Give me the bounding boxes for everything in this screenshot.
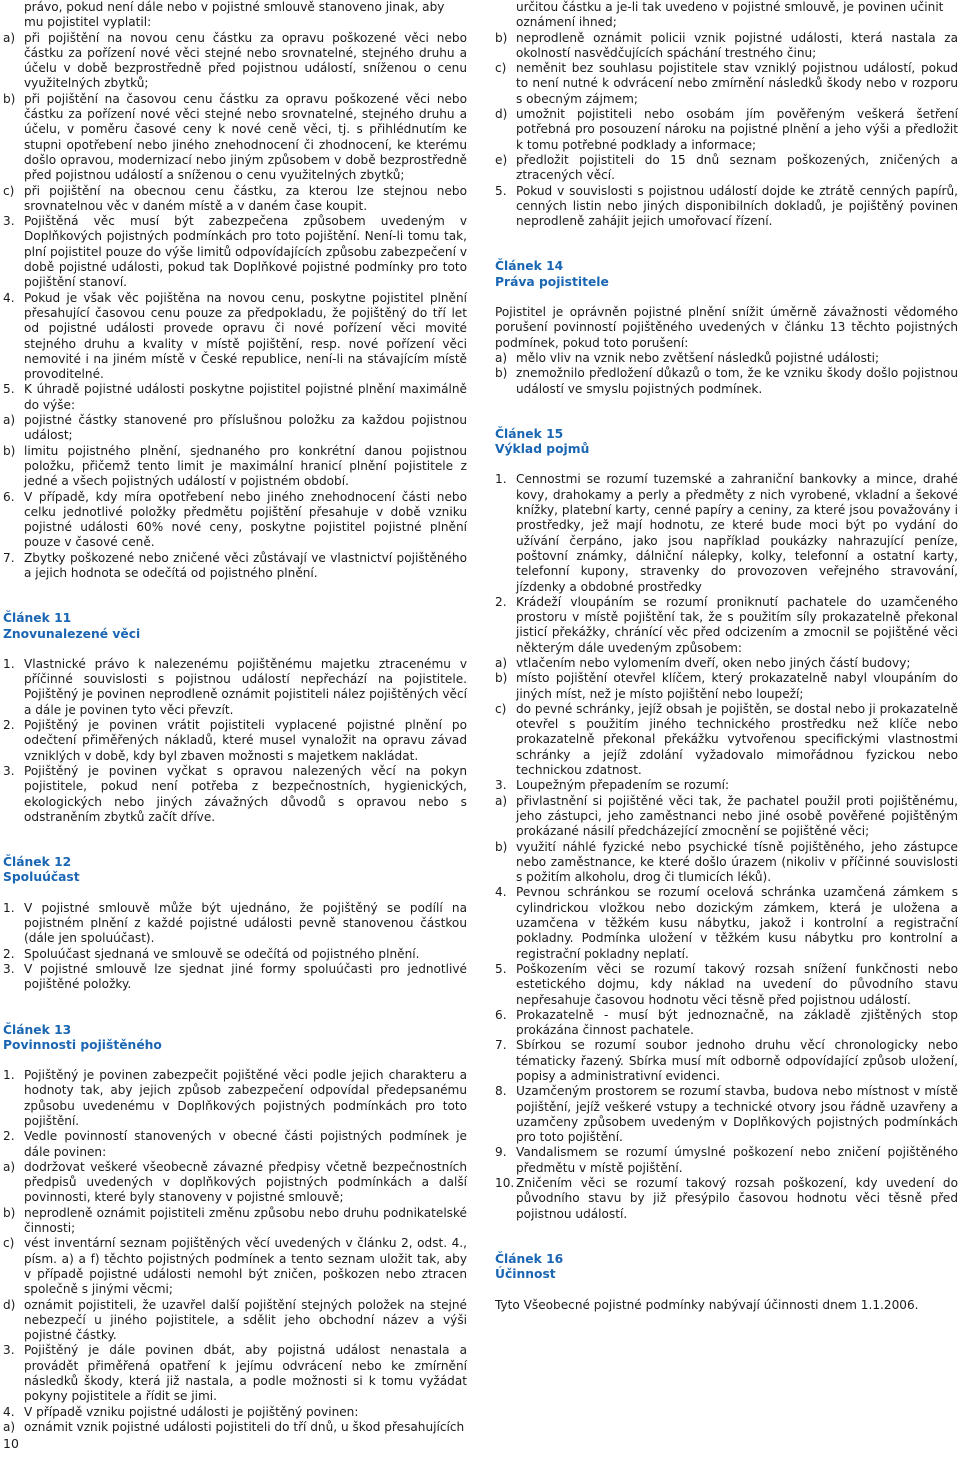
list-item [495,153,958,184]
article-13-items [3,1068,467,1435]
item-marker: a) [3,1159,16,1174]
item-marker: 2. [3,946,15,961]
list-item [3,92,467,184]
list-item [3,962,467,993]
item-text: Loupežným přepadením se rozumí: [516,778,730,793]
item-marker: b) [3,91,16,106]
list-item [3,490,467,551]
item-marker: a) [495,655,508,670]
left-intro-section [3,0,467,581]
item-text: Pokud je však věc pojištěna na novou cenu, poskytne pojistitel plnění přesahující časovou cenu pouze za předpokladu, že pojištěný do tří let od pojistné události provede opravu či nové pořízení věci movité stejného druhu a kvality v místě pojištění, resp. nové pořízení věci nemovité i na jiném místě v České republice, není-li na stávajícím místě provoditelné. [24,290,467,382]
list-item [3,382,467,413]
article-16-text: Tyto Všeobecné pojistné podmínky nabývají účinnosti dnem 1.1.2006. [495,1297,919,1312]
item-text: Krádeží vloupáním se rozumí proniknutí pachatele do uzamčeného prostoru v místě pojištění tak, že s použitím síly prokazatelně překonal jisticí překážky, chránící věc před odcizením a zmocnil se pojištěné věci některým dále uvedeným způsobem: [516,594,958,655]
list-item [495,656,958,671]
left-column [3,0,467,1435]
article-12-title: Článek 12 [3,855,72,870]
item-text: Zbytky poškozené nebo zničené věci zůstávají ve vlastnictví pojištěného a jejich hodnota se odečítá od pojistného plnění. [24,550,467,580]
list-item [495,671,958,702]
item-marker: a) [495,793,508,808]
item-marker: 5. [3,382,15,397]
list-item [495,31,958,62]
list-item [495,702,958,778]
item-text: oznámit pojistiteli, že uzavřel další pojištění stejných položek na stejné nebezpečí u jiného pojistitele, a sdělit jeho obchodní název a výši pojistné částky. [24,1297,467,1343]
list-item [3,1298,467,1344]
article-15-items [495,472,958,1222]
continued-text: určitou částku a je-li tak uvedeno v pojistné smlouvě, je povinen učinit oznámení ihned; [516,0,944,30]
item-marker: 8. [495,1084,507,1099]
item-marker: a) [3,413,16,428]
list-item [495,366,958,397]
article-13-subtitle: Povinnosti pojištěného [3,1037,162,1052]
item-marker: 1. [3,656,15,671]
article-14-subtitle: Práva pojistitele [495,274,609,289]
item-text: vést inventární seznam pojištěných věcí uvedených v článku 2, odst. 4., písm. a) a f) těchto pojistných podmínek a tento seznam uložit tak, aby v případě pojistné události nemohl být zničen, poškozen nebo ztracen společně s jinými věcmi; [24,1236,467,1297]
item-marker: c) [495,61,507,76]
item-text: V pojistné smlouvě lze sjednat jiné formy spoluúčasti pro jednotlivé pojištěné položky. [24,961,467,992]
item-marker: a) [3,1419,16,1434]
item-text: dodržovat veškeré všeobecně závazné předpisy včetně bezpečnostních předpisů uvedených v doplňkových pojistných podmínkách a další povinnosti, které byly stanoveny v pojistné smlouvě; [24,1159,467,1205]
item-text: K úhradě pojistné události poskytne pojistitel pojistné plnění maximálně do výše: [24,382,467,412]
list-item [3,1343,467,1404]
item-marker: d) [3,1297,16,1312]
item-marker: b) [495,839,508,854]
list-item [3,718,467,764]
article-16-subtitle: Účinnost [495,1267,556,1282]
item-marker: 2. [3,718,15,733]
list-item [495,794,958,840]
item-text: V případě vzniku pojistné události je pojištěný povinen: [24,1404,359,1419]
item-text: při pojištění na novou cenu částku za opravu poškozené věci nebo částku za pořízení nové věci stejné nebo srovnatelné, stejného druhu a účelu v době bezprostředně před pojistnou událostí, sníženou o cenu využitelných zbytků; [24,30,467,91]
item-marker: c) [495,701,507,716]
item-marker: b) [3,443,16,458]
list-item [495,1176,958,1222]
item-marker: 1. [3,1068,15,1083]
article-11-title: Článek 11 [3,611,72,626]
list-item [3,901,467,947]
list-item [3,947,467,962]
item-text: Uzamčeným prostorem se rozumí stavba, budova nebo místnost v místě pojištění, jejíž veškeré vstupy a technické otvory jsou řádně uzavřeny a uzamčeny způsobem uvedeným v Doplňkových pojistných podmínkách pro toto pojištění. [516,1084,958,1145]
item-text: V případě, kdy míra opotřebení nebo jiného znehodnocení části nebo celku jednotlivé položky předmětu pojištění přesahuje v době vzniku pojistné události 60% nové ceny, poskytne pojistitel pojistné plnění pouze v časové ceně. [24,489,467,550]
list-item [495,351,958,366]
article-12-items [3,901,467,993]
list-item [3,184,467,215]
item-marker: b) [495,30,508,45]
item-text: neměnit bez souhlasu pojistitele stav vzniklý pojistnou událostí, pokud to není nutné k odvrácení nebo zmírnění následků škody nebo v rozporu s obecným zájmem; [516,61,958,106]
item-text: Pevnou schránkou se rozumí ocelová schránka uzamčená zámkem s cylindrickou vložkou nebo dozickým zámkem, která je uložena a uzamčena v těžkém kusu nábytku, jakož i kontrolní a registrační pokladny. Podmínka uložení v těžkém kusu nábytku pro kontrolní a registrační pokladny neplatí. [516,885,958,961]
item-marker: 3. [3,961,15,976]
list-item [495,1084,958,1145]
list-item [3,31,467,92]
item-text: Sbírkou se rozumí soubor jednoho druhu věcí chronologicky nebo tématicky řazený. Sbírka musí mít odborně odpovídající způsob uložení, popisy a administrativní evidenci. [516,1038,958,1083]
item-text: neprodleně oznámit policii vznik pojistné události, která nastala za okolností nasvědčujících spáchání trestného činu; [516,30,958,60]
list-item [3,1160,467,1206]
list-item [3,1236,467,1297]
list-item [495,1038,958,1084]
item-marker: b) [495,671,508,686]
list-item [3,1420,467,1435]
article-15-title: Článek 15 [495,426,564,441]
item-marker: c) [3,1236,15,1251]
article-16-title: Článek 16 [495,1251,564,1266]
item-text: Vedle povinností stanovených v obecné části pojistných podmínek je dále povinen: [24,1129,467,1159]
item-text: Prokazatelně - musí být jednoznačně, na základě zjištěných stop prokázána činnost pachatele. [516,1007,958,1038]
item-text: umožnit pojistiteli nebo osobám jím pověřeným veškerá šetření potřebná pro posouzení nároku na pojistné plnění a jeho výši a předložit k tomu potřebné podklady a informace; [516,107,958,152]
item-marker: 4. [3,290,15,305]
item-text: oznámit vznik pojistné události pojistiteli do tří dnů, u škod přesahujících [24,1419,465,1434]
list-item [495,885,958,961]
item-text: Pojištěný je povinen vyčkat s opravou nalezených věcí na pokyn pojistitele, pokud není potřeba z bezpečnostních, hygienických, ekologických nebo jiných závažných důvodů s opravou nebo s odstraněním zbytků začít dříve. [24,763,467,824]
item-marker: 3. [3,1343,15,1358]
item-text: Vandalismem se rozumí úmyslné poškození nebo zničení pojištěného předmětu v místě pojištění. [516,1145,958,1175]
article-15-subtitle: Výklad pojmů [495,442,590,457]
list-item [3,551,467,582]
list-item [3,1405,467,1420]
item-text: mělo vliv na vznik nebo zvětšení následků pojistné události; [516,350,880,365]
item-text: Pojištěný je povinen vrátit pojistiteli vyplacené pojistné plnění po odečtení přiměřených nákladů, které musel vynaložit na opravu závad vzniklých v době, kdy byl zbaven možnosti s majetkem nakládat. [24,718,467,763]
continued-text: právo, pokud není dále nebo v pojistné smlouvě stanoveno jinak, aby mu pojistitel vyplatil: [24,0,445,30]
list-item [3,444,467,490]
list-item [495,184,958,230]
item-text: znemožnilo předložení důkazů o tom, že ke vzniku škody došlo pojistnou událostí ve smyslu pojistných podmínek. [516,366,958,396]
list-item [495,778,958,793]
item-text: Vlastnické právo k nalezenému pojištěnému majetku ztracenému v příčinné souvislosti s pojistnou událostí nepřechází na pojistitele. Pojištěný je povinen neprodleně oznámit pojistiteli nález pojištěných věcí a dále je povinen tyto věci převzít. [24,656,467,717]
right-column [495,0,958,1313]
list-item [495,595,958,656]
item-text: Pojištěný je povinen zabezpečit pojištěné věci podle jejich charakteru a hodnoty tak, aby jejich způsob zabezpečení odpovídal předepsanému způsobu uvedenému v Doplňkových pojistných podmínkách pro toto pojištění. [24,1068,467,1128]
item-text: předložit pojistiteli do 15 dnů seznam poškozených, zničených a ztracených věcí. [516,152,958,183]
list-item [495,1145,958,1176]
article-13-title: Článek 13 [3,1022,72,1037]
article-11-items [3,657,467,825]
item-text: Spoluúčast sjednaná ve smlouvě se odečítá od pojistného plnění. [24,946,420,961]
item-text: V pojistné smlouvě může být ujednáno, že pojištěný se podílí na pojistném plnění z každé pojistné události pevně stanovenou částkou (dále jen spoluúčast). [24,900,467,946]
item-text: pojistné částky stanovené pro příslušnou položku za každou pojistnou událost; [24,413,467,443]
list-item [3,214,467,290]
item-text: Pojištěný je dále povinen dbát, aby pojistná událost nenastala a provádět přiměřená opatření k jejímu odvrácení nebo ke zmírnění následků škody, která již nastala, a podle možnosti si k tomu vyžádat pokyny pojistitele a řídit se jimi. [24,1343,467,1404]
list-item [3,1129,467,1160]
item-marker: 3. [3,763,15,778]
item-marker: 3. [3,214,15,229]
article-14-items [495,351,958,397]
item-text: vtlačením nebo vylomením dveří, oken nebo jiných částí budovy; [516,655,911,670]
list-item [495,840,958,886]
item-marker: d) [495,107,508,122]
item-marker: 4. [3,1404,15,1419]
article-14-title: Článek 14 [495,259,564,274]
item-marker: 6. [495,1007,507,1022]
item-marker: 6. [3,489,15,504]
article-14-intro: Pojistitel je oprávněn pojistné plnění snížit úměrně závažnosti vědomého porušení povinností pojištěného uvedených v článku 13 těchto pojistných podmínek, pokud toto porušení: [495,305,958,350]
list-item [495,962,958,1008]
item-text: Cennostmi se rozumí tuzemské a zahraniční bankovky a mince, drahé kovy, drahokamy a perly a předměty z nich vyrobené, vkladní a šekové knížky, platební karty, cenné papíry a ceniny, za které jsou považovány i prostředky, jež mají hodnotu, ze které bude moci být po vydání do užívání čerpáno, jako jsou například poukázky nahrazující peníze, poštovní známky, dálniční nálepky, kolky, telefonní a ostatní karty, telefonní kupony, stravenky do provozoven veřejného stravování, jízdenky a obdobné prostředky [516,472,958,594]
item-text: Zničením věci se rozumí takový rozsah poškození, kdy uvedení do původního stavu by již přesýpilo časovou hodnotu věci těsně před pojistnou událostí. [516,1176,958,1221]
item-marker: e) [495,152,508,167]
item-text: Pokud v souvislosti s pojistnou událostí dojde ke ztrátě cenných papírů, cenných listin nebo jiných disponibilních dokladů, je pojištěný povinen neprodleně zahájit jejich umořovací řízení. [516,183,958,229]
item-text: Pojištěná věc musí být zabezpečena způsobem uvedeným v Doplňkových pojistných podmínkách pro toto pojištění. Není-li tomu tak, plní pojistitel pouze do výše limitů odpovídajících způsobu zabezpečení v době pojistné události, pokud tak Doplňkové pojistné podmínky pro toto pojištění stanoví. [24,214,467,290]
item-text: Poškozením věci se rozumí takový rozsah snížení funkčnosti nebo estetického dojmu, kdy náklad na uvedení do původního stavu nepřesahuje časovou hodnotu věci těsně před pojistnou událostí. [516,961,958,1007]
list-item [495,472,958,594]
item-marker: 2. [3,1129,15,1144]
item-text: limitu pojistného plnění, sjednaného pro konkrétní danou pojistnou položku, přičemž tento limit je maximální hranicí plnění pojistitele z jedné a všech pojistných událostí v pojistném období. [24,443,467,489]
item-text: při pojištění na obecnou cenu částku, za kterou lze stejnou nebo srovnatelnou věc v daném místě a v daném čase koupit. [24,183,467,213]
list-item [495,107,958,153]
list-item [3,1068,467,1129]
item-marker: 4. [495,885,507,900]
item-marker: 5. [495,961,507,976]
item-marker: 5. [495,183,507,198]
item-text: přivlastnění si pojištěné věci tak, že pachatel použil proti pojištěnému, jeho zástupci, jeho zaměstnanci nebo jiné osobě pověřené pojištěným prokázané násilí předcházející zmocnění se pojištěné věci; [516,793,958,839]
right-intro-section [495,0,958,229]
item-marker: 1. [3,900,15,915]
item-marker: b) [3,1205,16,1220]
list-item [3,291,467,383]
item-marker: 7. [3,550,15,565]
item-marker: 2. [495,594,507,609]
list-item [3,413,467,444]
list-item [495,1008,958,1039]
list-item [3,764,467,825]
item-marker: 1. [495,472,507,487]
article-12-subtitle: Spoluúčast [3,870,80,885]
item-marker: b) [495,366,508,381]
item-marker: 7. [495,1038,507,1053]
page-number: 10 [3,1436,19,1451]
item-marker: a) [3,30,16,45]
item-text: místo pojištění otevřel klíčem, který prokazatelně nabyl vloupáním do jiných míst, než je místo pojištění nebo loupeží; [516,671,958,701]
list-item [495,61,958,107]
item-marker: 10. [495,1176,515,1191]
item-marker: 3. [495,778,507,793]
item-text: do pevné schránky, jejíž obsah je pojištěn, se dostal nebo ji prokazatelně otevřel s použitím jiného technického prostředku než klíče nebo prokazatelně překonal překážku vytvořenou specifickými vlastnostmi schránky a jejíž zdolání vyžadovalo mimořádnou fyzickou nebo technickou zdatnost. [516,701,958,778]
item-marker: c) [3,183,15,198]
list-item [3,657,467,718]
list-item [3,1206,467,1237]
article-11-subtitle: Znovunalezené věci [3,626,141,641]
item-text: neprodleně oznámit pojistiteli změnu způsobu nebo druhu podnikatelské činnosti; [24,1205,467,1236]
item-text: využití náhlé fyzické nebo psychické tísně pojištěného, jeho zástupce nebo zaměstnance, ke které došlo úrazem (nikoliv v příčinné souvislosti s požitím alkoholu, drog či tlumicích léků). [516,839,958,885]
item-marker: 9. [495,1145,507,1160]
item-marker: a) [495,350,508,365]
item-text: při pojištění na časovou cenu částku za opravu poškozené věci nebo částku za pořízení nové věci stejné nebo srovnatelné, stejného druhu a účelu, v poměru časové ceny k nové ceně věci, tj. s přihlédnutím ke stupni opotřebení nebo jiného znehodnocení či zhodnocení, ke kterému došlo opravou, modernizací nebo jiným způsobem v době bezprostředně před pojistnou událostí a sníženou o cenu využitelných zbytků; [24,91,467,183]
